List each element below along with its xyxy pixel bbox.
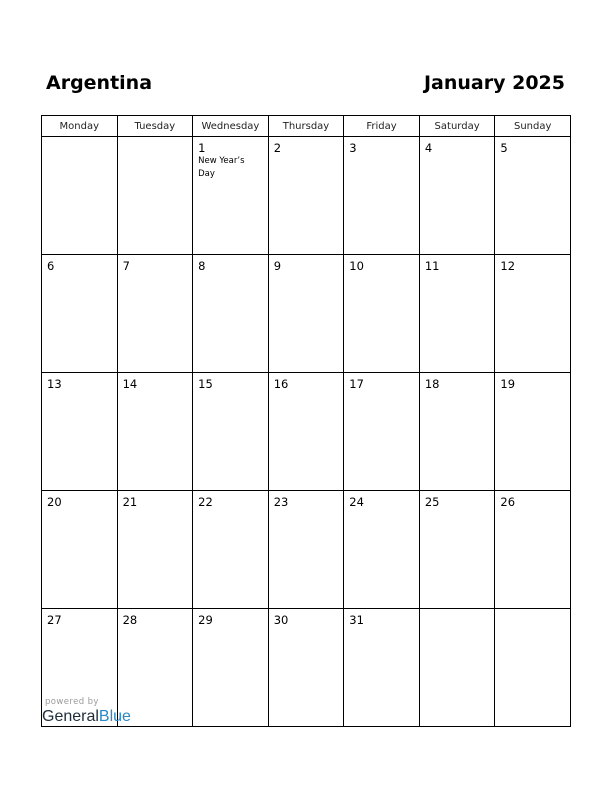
day-number: 12 — [500, 259, 516, 273]
brand-general-text: General — [42, 708, 99, 725]
day-number: 2 — [273, 141, 282, 155]
day-number: 4 — [424, 141, 433, 155]
day-number: 13 — [47, 377, 62, 391]
day-cell — [42, 255, 118, 373]
day-cell — [419, 609, 495, 727]
holiday-label: New Year’s Day — [198, 156, 245, 179]
day-cell — [117, 491, 193, 609]
day-cell — [419, 373, 495, 491]
day-number: 30 — [273, 613, 289, 627]
day-cell — [117, 137, 193, 255]
day-number: 15 — [198, 377, 213, 391]
day-cell — [344, 491, 420, 609]
day-cell — [117, 255, 193, 373]
week-row — [42, 491, 571, 609]
day-cell — [193, 255, 269, 373]
day-cell — [495, 137, 571, 255]
day-cell — [268, 137, 344, 255]
day-cell — [42, 137, 118, 255]
day-number: 17 — [349, 377, 364, 391]
day-cell — [193, 137, 269, 255]
calendar-body — [42, 137, 571, 727]
day-cell — [193, 373, 269, 491]
day-cell — [344, 137, 420, 255]
day-cell — [419, 137, 495, 255]
day-cell — [495, 373, 571, 491]
weekday-header: Saturday — [419, 116, 495, 137]
day-number: 24 — [349, 495, 364, 509]
day-cell — [268, 491, 344, 609]
day-number: 18 — [424, 377, 440, 391]
weekday-header: Monday — [42, 116, 118, 137]
day-cell — [344, 609, 420, 727]
day-number: 27 — [47, 613, 62, 627]
month-year-title: January 2025 — [423, 72, 565, 94]
day-cell — [193, 491, 269, 609]
day-number: 3 — [349, 141, 357, 155]
day-number: 21 — [122, 495, 138, 509]
day-cell — [344, 255, 420, 373]
day-cell — [495, 255, 571, 373]
brand-blue-text: Blue — [98, 708, 131, 725]
week-row — [42, 137, 571, 255]
day-cell — [42, 491, 118, 609]
day-number: 1 — [198, 141, 206, 155]
day-cell — [193, 609, 269, 727]
day-number: 11 — [424, 259, 440, 273]
week-row — [42, 373, 571, 491]
day-cell — [268, 609, 344, 727]
day-number: 22 — [198, 495, 213, 509]
powered-by-text: powered by — [45, 697, 99, 707]
day-number: 20 — [47, 495, 62, 509]
day-number: 9 — [273, 259, 282, 273]
day-number: 31 — [349, 613, 364, 627]
weekday-header: Wednesday — [193, 116, 269, 137]
day-number: 19 — [500, 377, 516, 391]
day-cell — [344, 373, 420, 491]
day-number: 14 — [122, 377, 138, 391]
calendar-grid — [41, 115, 571, 727]
day-cell — [117, 373, 193, 491]
day-number: 7 — [122, 259, 130, 273]
week-row — [42, 255, 571, 373]
weekday-header: Tuesday — [117, 116, 193, 137]
day-number: 25 — [424, 495, 440, 509]
day-number: 10 — [349, 259, 364, 273]
day-number: 28 — [122, 613, 138, 627]
day-number: 26 — [500, 495, 516, 509]
day-cell — [495, 491, 571, 609]
day-number: 6 — [47, 259, 55, 273]
country-title: Argentina — [46, 72, 153, 94]
generalblue-logo — [42, 708, 131, 726]
day-cell — [495, 609, 571, 727]
day-number: 16 — [273, 377, 289, 391]
day-number: 29 — [198, 613, 213, 627]
day-number: 8 — [198, 259, 206, 273]
weekday-header: Sunday — [495, 116, 571, 137]
day-cell — [268, 255, 344, 373]
day-cell — [268, 373, 344, 491]
day-cell — [419, 255, 495, 373]
day-number: 5 — [500, 141, 508, 155]
weekday-header: Friday — [344, 116, 420, 137]
weekday-header: Thursday — [268, 116, 344, 137]
day-cell — [42, 373, 118, 491]
day-cell — [419, 491, 495, 609]
weekday-header-row — [42, 116, 571, 137]
day-number: 23 — [273, 495, 289, 509]
